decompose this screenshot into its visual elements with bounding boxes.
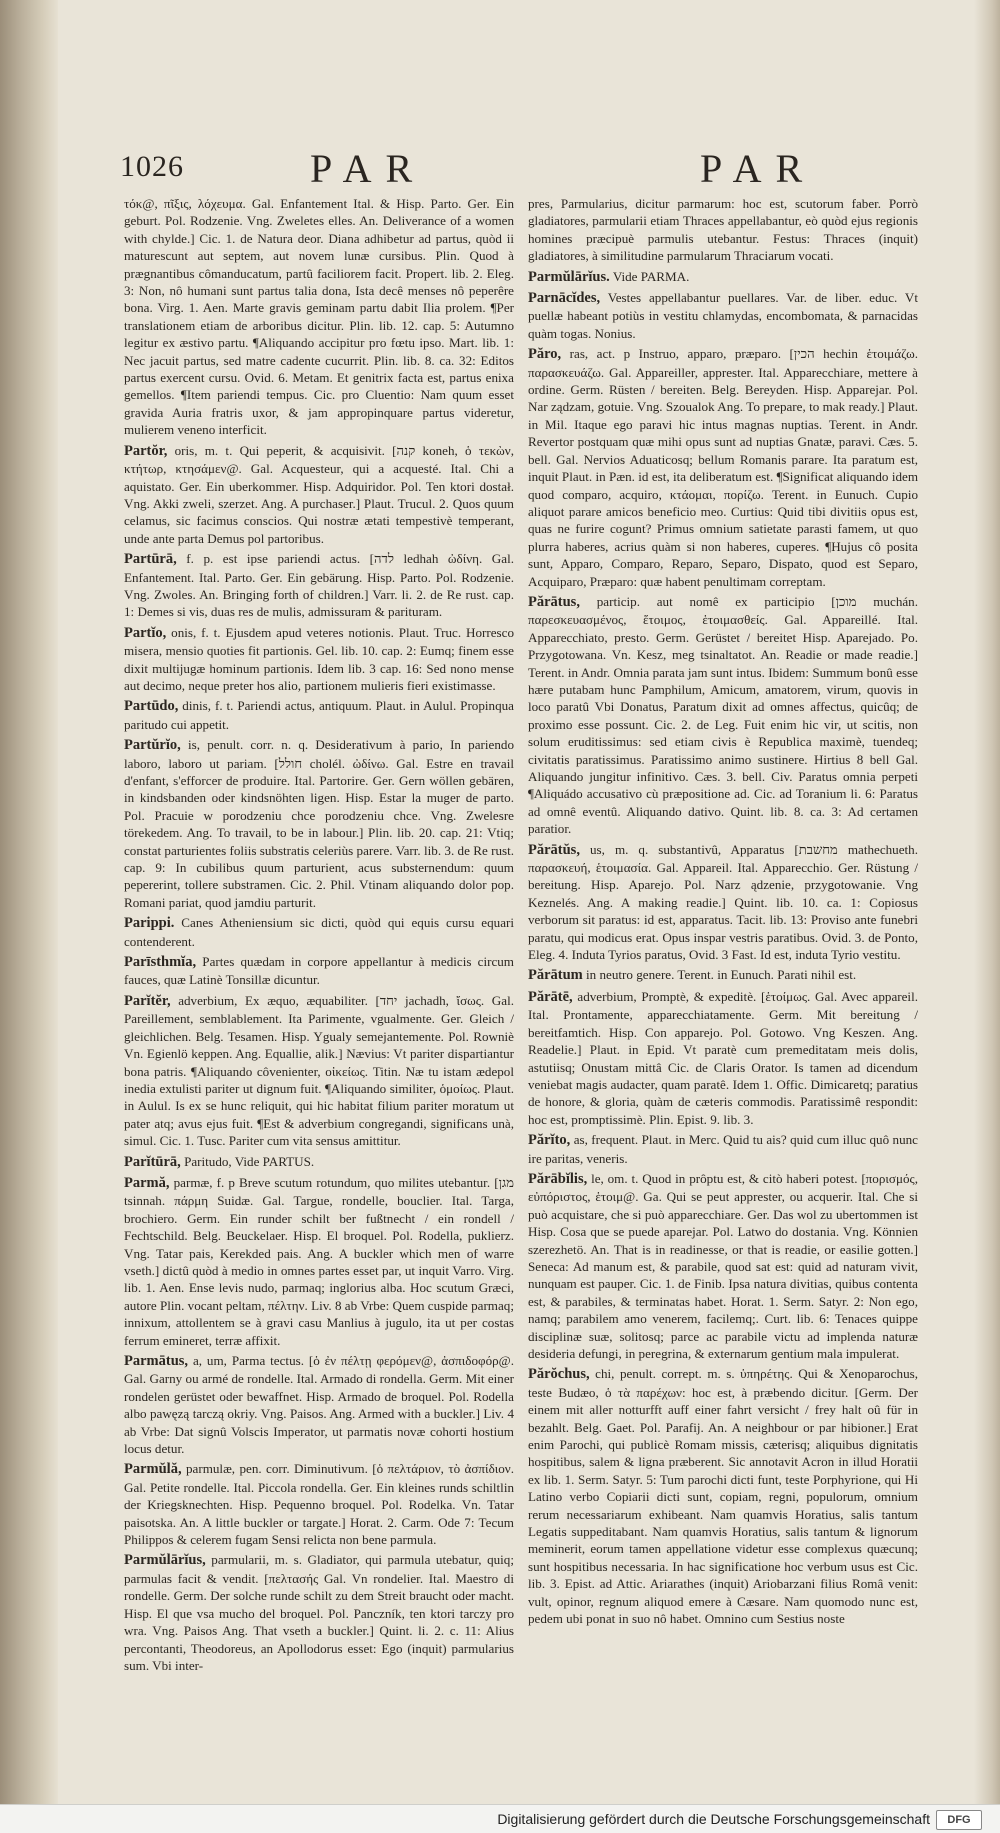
entry-text: in neutro genere. Terent. in Eunuch. Parati nihil est. <box>586 967 857 983</box>
entry-headword: Păro, <box>528 346 562 363</box>
dictionary-entry <box>124 1551 514 1674</box>
entry-text: Paritudo, Vide PARTUS. <box>184 1153 315 1169</box>
page-spine-shadow <box>0 0 58 1805</box>
dictionary-entry <box>528 1131 918 1167</box>
entry-text: as, frequent. Plaut. in Merc. Quid tu ais? quid cum illuc quô nunc ire paritas, veneris. <box>528 1132 918 1166</box>
entry-headword: Parĭtĕr, <box>124 992 171 1009</box>
entry-headword: Partūdo, <box>124 698 179 715</box>
entry-text: parmæ, f. p Breve scutum rotundum, quo milites utebantur. [מגן tsinnah. πάρμη Suidæ. Gal. Targue, rondelle, bouclier. Ital. Targa, brochiero. Germ. Ein runder schilt ber fußtnecht / ein rondell / Fechtschild. Belg. Beuckelaer. Hisp. El broquel. Pol. Rodella, puklierz. Vng. Tatar pais, Kerekded pais. Ang. A buckler which men of warre vseth.] dictû quòd à medio in omnes partes esset par, ut inquit Varro. Virg. lib. 1. Aen. Ense levis nudo, parmaq; inglorius alba. Hoc scutum Græci, autore Plin. vocant peltam, πέλτην. Liv. 8 ab Vrbe: Quem cuspide parmaq; innixum, attollentem se à gravi casu Manlius à jugulo, ita ut per costas ferrum emineret, terræ affixit. <box>124 1174 514 1348</box>
entry-text: ras, act. p Instruo, apparo, præparo. [הכין hechin ἑτοιμάζω. παρασκευάζω. Gal. Appareiller, apprester. Ital. Apparecchiare, mettere à ordine. Germ. Rüsten / bereiten. Belg. Bereyden. Hisp. Apparejar. Pol. Nar ządzam, gotuie. Vng. Szoualok Ang. To prepare, to mak ready.] Plaut. in Mil. Itaque ego paravi hic intus magnas nuptias. Terent. in Andr. Revertor postquam quæ mihi opus sunt ad nuptias Gnatæ, paravi. Cæs. 5. bell. Gal. Nervios Aduaticosq; bellum Romanis parare. Ita paratum est, inquit Plaut. in Pæn. id est, ita deliberatum est. ¶Significat aliquando idem quod comparo, acquiro, κτάομαι, πορίζω. Terent. in Eunuch. Cupio aliquot parare amicos beneficio meo. Curtius: Quid tibi divitiis opus est, quas ne furire cogunt? Primus omnium satietate parasti famem, ut quo plurra haberes, acrius quàm si non haberes, cuperes. ¶Hujus cô posita sunt, Apparo, Comparo, Reparo, Separo, Dispato, quod est Separo, Acquiparo, Præparo: quæ habent penultimam correptam. <box>528 346 919 589</box>
entry-text: dinis, f. t. Pariendi actus, antiquum. Plaut. in Aulul. Propinqua paritudo cui appetit. <box>124 698 514 732</box>
entry-headword: Parĭtūrā, <box>124 1153 181 1170</box>
left-column <box>124 195 514 1677</box>
entry-text: a, um, Parma tectus. [ὁ ἐν πέλτῃ φερόμεν@, ἀσπιδοφόρ@. Gal. Garny ou armé de rondelle. Ital. Armado di rondella. Germ. Mit einer rondelen gerüstet oder bewaffnet. Hisp. Armado de broquel. Pol. Rodella albo pawęzą tarczą okriy. Vng. Paisos. Ang. Armed with a buckler.] Liv. 4 ab Vrbe: Dat signû Volscis Imperator, ut parmatis novæ cohorti hostium locus detur. <box>124 1353 514 1457</box>
entry-text: Canes Atheniensium sic dicti, quòd qui equis cursu equari contenderent. <box>124 915 515 949</box>
dictionary-entry <box>528 195 918 265</box>
running-head-left: PAR <box>310 146 427 191</box>
page-number: 1026 <box>120 150 184 183</box>
funding-notice: Digitalisierung gefördert durch die Deutsche Forschungsgemeinschaft <box>497 1811 930 1827</box>
dictionary-entry <box>124 1174 514 1349</box>
dictionary-entry <box>124 195 514 439</box>
entry-text: particip. aut nomê ex participio [מוכן muchán. παρεσκευασμένος, ἕτοιμος, ἑτοιμασθείς. Gal. Appareillé. Ital. Apparecchiato, presto. Germ. Gerüstet / bereitet Hisp. Aparejado. Po. Przygotowana. Vn. Kesz, meg tsinaltatot. An. Readie or made readie.] Terent. in Andr. Omnia parata jam sunt intus. Ibidem: Summum bonû esse hære putabam hunc Pamphilum, Amicum, amatorem, virum, quovis in loco paratû Vbi Donatus, Paratum dixit ad omnes affectus, quicûq; de proximo esse possunt. Cic. 2. de Leg. Fuit enim hic vir, ut scitis, non solum eruditissimus: sed etiam civis è Republica maximè, tuendeq; civitatis paratissimus. Paratissimo animo sustinere. Hirtius 8 bell Gal. Aliquando jungitur infinitivo. Cæs. 3. bell. Civ. Paratus omnia perpeti ¶Aliquádo accusativo cù præpositione ad. Cic. ad Toranium li. 6: Paratus ad omnê eventû. Aliquando dativo. Quint. lib. 8. ca. 3: Ad certamen paratior. <box>528 593 918 837</box>
dictionary-entry <box>124 1153 514 1171</box>
footer-bar <box>0 1804 1000 1833</box>
dictionary-entry <box>124 1352 514 1457</box>
dictionary-entry <box>528 841 918 964</box>
dictionary-entry <box>528 988 918 1128</box>
entry-text: parmularii, m. s. Gladiator, qui parmula utebatur, quiq; parmulas facit & vendit. [πελτασής Gal. Vn rondelier. Ital. Maestro di rondelle. Germ. Der solche runde schilt zu dem Streit braucht oder macht. Hisp. El que vsa mucho del broquel. Pol. Panczník, ten ktori tarczy pro wra. Vng. Paisos Ang. That vseth a buckler.] Quint. li. 2. c. 11: Alius percontanti, Theodoreus, an Apollodorus esset: Ego (inquit) parmularius sum. Vbi inter- <box>124 1552 514 1673</box>
entry-headword: Parmŭlārĭus. <box>528 268 610 285</box>
right-column <box>528 195 918 1631</box>
dictionary-entry <box>124 953 514 989</box>
dictionary-entry <box>124 914 514 950</box>
entry-headword: Partŭrĭo, <box>124 737 181 754</box>
entry-text: adverbium, Promptè, & expeditè. [ἑτοίμως. Gal. Avec appareil. Ital. Prontamente, apparecchiatamente. Germ. Mit bereitung / bereitfamtich. Hisp. Con apparejo. Pol. Gotowo. Vng Keszen. Ang. Readelie.] Plaut. in Epid. Vt paratè cum premeditatam meis dolis, astutiisq; Onustam mittâ Cic. de Claris Orator. Is tamen ad dicendum veniebat magis audacter, quam paratê. Idem 1. Offic. Dimicaretq; paratius de honore, & gloria, quàm de cæteris commodis. Paratissimê respondit: hoc est, promptissimè. Plin. Epist. 9. lib. 3. <box>528 988 918 1127</box>
dictionary-entry <box>528 1365 918 1627</box>
entry-text: us, m. q. substantivû, Apparatus [מחשבת mathechueth. παρασκευή, ἑτοιμασία. Gal. Appareil. Ital. Apparecchio. Ger. Rüstung / bereitung. Hisp. Aparejo. Pol. Narz ądzenie, przygotowanie. Vng Keznelés. Ang. A making readie.] Quint. lib. 10. ca. 1: Copiosus verborum sit paratus: id est, apparatus. Tacit. lib. 13: Proviso ante funebri paratu, qui modicus erat. Opus inspar vestris paratibus. Ovid. 3. de Ponto, Eleg. 4. Induta Tyrios paratus, Ovid. 3 Fast. Id est, induta Tyrio vestitu. <box>528 841 918 963</box>
entry-headword: Părātus, <box>528 593 580 610</box>
entry-headword: Parmă, <box>124 1174 170 1191</box>
entry-text: le, om. t. Quod in prôptu est, & citò haberi potest. [πορισμός, εὐπόριστος, ἑτοιμ@. Ga. Qui se peut apprester, ou acquerir. Ital. Che si può acquistare, che si può apparecchiare. Ger. Das wol zu ubertommen ist Hisp. Cosa que se puede aparejar. Pol. Latwo do dostania. Vng. Könnien szerezhetö. An. That is in readinesse, or that is readie, or easilie gotten.] Seneca: Ad manum est, & parabile, quod sat est: quid ad naturam vivit, nunquam est pauper. Cic. 1. de Finib. Ipsa natura divitias, quibus contenta est, & parabiles, & terminatas habet. Horat. 1. Serm. Satyr. 2: Non ego, namq; parabilem amo venerem, facilemq;. Curt. lib. 6: Tenaces quippe disciplinæ suæ, solitosq; parce ac parabile victu ad implenda naturæ desideria defungi, in peregrina, & externarum gentium mala impulerat. <box>528 1170 918 1361</box>
dictionary-entry <box>528 268 918 286</box>
entry-text: chi, penult. corrept. m. s. ὑπηρέτης. Qui & Xenoparochus, teste Budæo, ὁ τὰ παρέχων: hoc est, à præbendo dicitur. [Germ. Der einem mit aller notturfft auff einer fahrt versicht / frey halt oû für in bezahlt. Belg. Gaet. Pol. Parafij. An. A neighbour or par hibioner.] Erat enim Parochi, qui publicè Romam missis, cæterisq; aliquibus dignitatis hospitibus, salem & ligna præberent. Sic annotavit Acron in illud Horatii ex lib. 1. Serm. Satyr. 5: Tum parochi dicti funt, teste Porphyrione, qui Hi Latino verbo Copiarii dicti sunt, copiam, regni, populorum, omnium rerum necessariarum exhibeant. Nam quamvis Horatius, salis tantum Legatis suppeditabant. Nam quamvis Horatius, salis tantum & lignorum meminerit, eorum tamen appellatione videtur esse complexus quæcunq; sunt hospitibus necessaria. In hac significatione hoc verbum usus est Cic. lib. 3. Epist. ad Attic. Ariarathes (inquit) Ariobarzani filius Româ venit: vult, opinor, regnum aliquod emere à Cæsare. Nam quomodo nunc est, pedem ubi ponat in suo nô habet. Omnino cum Sestius noste <box>528 1366 919 1627</box>
entry-headword: Partŏr, <box>124 442 168 459</box>
dictionary-entry <box>528 345 918 590</box>
dictionary-entry <box>528 966 918 984</box>
entry-text: oris, m. t. Qui peperit, & acquisivit. [קנה koneh, ὁ τεκὼν, κτήτωρ, κτησάμεν@. Gal. Acquesteur, qui a acquesté. Ital. Chi a aquistato. Ger. Ein uberkommer. Hisp. Adquiridor. Pol. Ten ktori dostał. Vng. Akki zweli, szerzet. Ang. A purchaser.] Plaut. Trucul. 2. Quos quum celamus, sic facimus conscios. Qui nostræ ætati tempestivè temperant, unde ante parta Demus pol partoribus. <box>124 442 514 546</box>
entry-headword: Părātŭs, <box>528 841 580 858</box>
entry-text: f. p. est ipse pariendi actus. [לדה ledhah ὠδίνη. Gal. Enfantement. Ital. Parto. Ger. Ein gebärung. Hisp. Parto. Pol. Rodzenie. Vng. Zwoles. An. Bringing forth of children.] Varr. li. 2. de Re rust. cap. 1: Demes si vis, duas res de mulis, admissuram & parituram. <box>124 551 514 620</box>
dictionary-entry <box>124 697 514 733</box>
entry-headword: Părātē, <box>528 988 573 1005</box>
dictionary-entry <box>124 624 514 695</box>
entry-text: Partes quædam in corpore appellantur à medicis circum fauces, quæ Latinè Tonsillæ dicuntur. <box>124 954 514 988</box>
entry-headword: Parmŭlārĭus, <box>124 1552 206 1569</box>
entry-headword: Părābĭlis, <box>528 1170 588 1187</box>
entry-text: Vide PARMA. <box>612 268 690 284</box>
entry-headword: Parippi. <box>124 915 175 932</box>
entry-headword: Părĭto, <box>528 1132 571 1149</box>
dictionary-entry <box>124 1460 514 1548</box>
dictionary-entry <box>124 442 514 547</box>
page-edge-shadow <box>974 0 1000 1805</box>
dictionary-entry <box>124 736 514 911</box>
entry-text: adverbium, Ex æquo, æquabiliter. [יחד jachadh, ἴσως. Gal. Pareillement, semblablement. Ita Parimente, vgualmente. Ger. Gleich / gleichlichen. Belg. Tesamen. Hisp. Ygualy semejantemente. Pol. Rowniè Vn. Egienlö keppen. Ang. Equallie, alik.] Nævius: Vt pariter dispartiantur bona patris. ¶Aliquando côvenienter, οἰκείως. Titin. Næ tu istam ædepol inedia extulisti pariter ut dignum fuit. ¶Aliquando similiter, ὁμοίως. Plaut. in Aulul. Is ex se hunc reliquit, qui hic habitat filium pariter moratum ut pater atq; avus ejus fuit. ¶Est & adverbium congregandi, significans unà, simul. Cic. 1. Tusc. Pariter cum vita sensus amittitur. <box>124 992 514 1149</box>
entry-text: is, penult. corr. n. q. Desiderativum à pario, In pariendo laboro, laboro ut pariam. [חולל cholél. ὠδίνω. Gal. Estre en travail d'enfant, s'efforcer de produire. Ital. Partorire. Ger. Gern wöllen gebären, in kindsbanden oder kindsnöhten ligen. Hisp. Estar la muger de parto. Pol. Pracuie w porodzeniu chce porodzeniu chce. Vng. Zwelesre törekedem. Ang. To travail, to be in labour.] Plin. lib. 20. cap. 21: Vtiq; constat parturientes foliis substratis celeriùs parere. Varr. lib. 3. de Re rust. cap. 9: In cubilibus quum parturient, acus substernendum: quum pepererint, tollere substramen. Cic. 2. Phil. Vtinam aliquando dolor pop. Romani pariat, quod jamdiu parturit. <box>124 737 514 910</box>
dfg-logo: DFG <box>936 1810 982 1830</box>
dictionary-entry <box>124 992 514 1150</box>
entry-headword: Părŏchus, <box>528 1366 590 1383</box>
entry-text: Vestes appellabantur puellares. Var. de liber. educ. Vt puellæ habeant potiùs in vestitu chlamydas, encombomata, & parnacidas quàm togas. Nonius. <box>528 290 918 341</box>
dictionary-entry <box>528 593 918 838</box>
entry-headword: Parmŭlă, <box>124 1461 182 1478</box>
entry-text: onis, f. t. Ejusdem apud veteres notionis. Plaut. Truc. Horresco misera, mensio quoties fit partionis. Gel. lib. 10. cap. 2: Eumq; finem esse dixit multijugæ hominum partionis. Idem lib. 3 cap. 16: Sed nono mense aut decimo, neque preter hos alio, partionem mulieris fieri existimasse. <box>124 624 514 693</box>
entry-headword: Partĭo, <box>124 624 167 641</box>
dictionary-entry <box>528 289 918 342</box>
entry-text: parmulæ, pen. corr. Diminutivum. [ὁ πελτάριον, τὸ ἀσπίδιον. Gal. Petite rondelle. Ital. Piccola rondella. Ger. Ein kleines runds schiltlin der Kriegsknechten. Hisp. Pequenno broquel. Pol. Rodelka. Vn. Tatar paisotska. An. A little buckler or targate.] Horat. 2. Carm. Ode 7: Tecum Philippos & celerem fugam Sensi relicta non bene parmula. <box>124 1461 514 1548</box>
entry-headword: Părātum <box>528 967 583 984</box>
entry-headword: Parnācĭdes, <box>528 290 601 307</box>
running-head-right: PAR <box>700 146 817 191</box>
dictionary-entry <box>528 1170 918 1362</box>
entry-text: τόκ@, πῖξις, λόχευμα. Gal. Enfantement Ital. & Hisp. Parto. Ger. Ein geburt. Pol. Rodzenie. Vng. Zweletes elles. An. Deliverance of a women with chylde.] Cic. 1. de Natura deor. Diana adhibetur ad partus, quòd ii maturescunt aut septem, aut novem lunæ cursibus. Plin. Quod à prægnantibus cômanducatum, partû faciliorem facit. Propert. lib. 2. Eleg. 3: Non, nô humani sunt partus talia dona, Ista decê menses nô peperêre bona. Virg. 1. Aen. Marte gravis geminam partu dabit Ilia prolem. ¶Per translationem etiam de arboribus dicitur. Plin. lib. 12. cap. 5: Autumno legitur ex æstivo partu. ¶Aliquando accipitur pro fœtu ipso. Mart. lib. 1: Nec jacuit partus, sed matre cadente cucurrit. Plin. lib. 8. ca. 32: Editos partus exercent cursu. Ovid. 6. Metam. Et genitrix facta est, partus enixa gemellos. ¶Item pariendi tempus. Cic. pro Cluentio: Nam quum esset gravida Auria fratris uxor, & jam appropinquare partus videretur, mulierem veneno interficit. <box>124 196 514 438</box>
entry-headword: Parmātus, <box>124 1353 189 1369</box>
entry-headword: Partūrā, <box>124 551 177 568</box>
dictionary-entry <box>124 550 514 621</box>
entry-text: pres, Parmularius, dicitur parmarum: hoc est, scutorum faber. Porrò gladiatores, parmularii etiam Thraces appellabantur, eò quòd ejus regionis homines præcipuè parmulis utebantur. Festus: Thraces (inquit) gladiatores, à similitudine parmularum Thraciarum vocati. <box>528 196 918 264</box>
entry-headword: Parīsthmĭa, <box>124 954 197 971</box>
